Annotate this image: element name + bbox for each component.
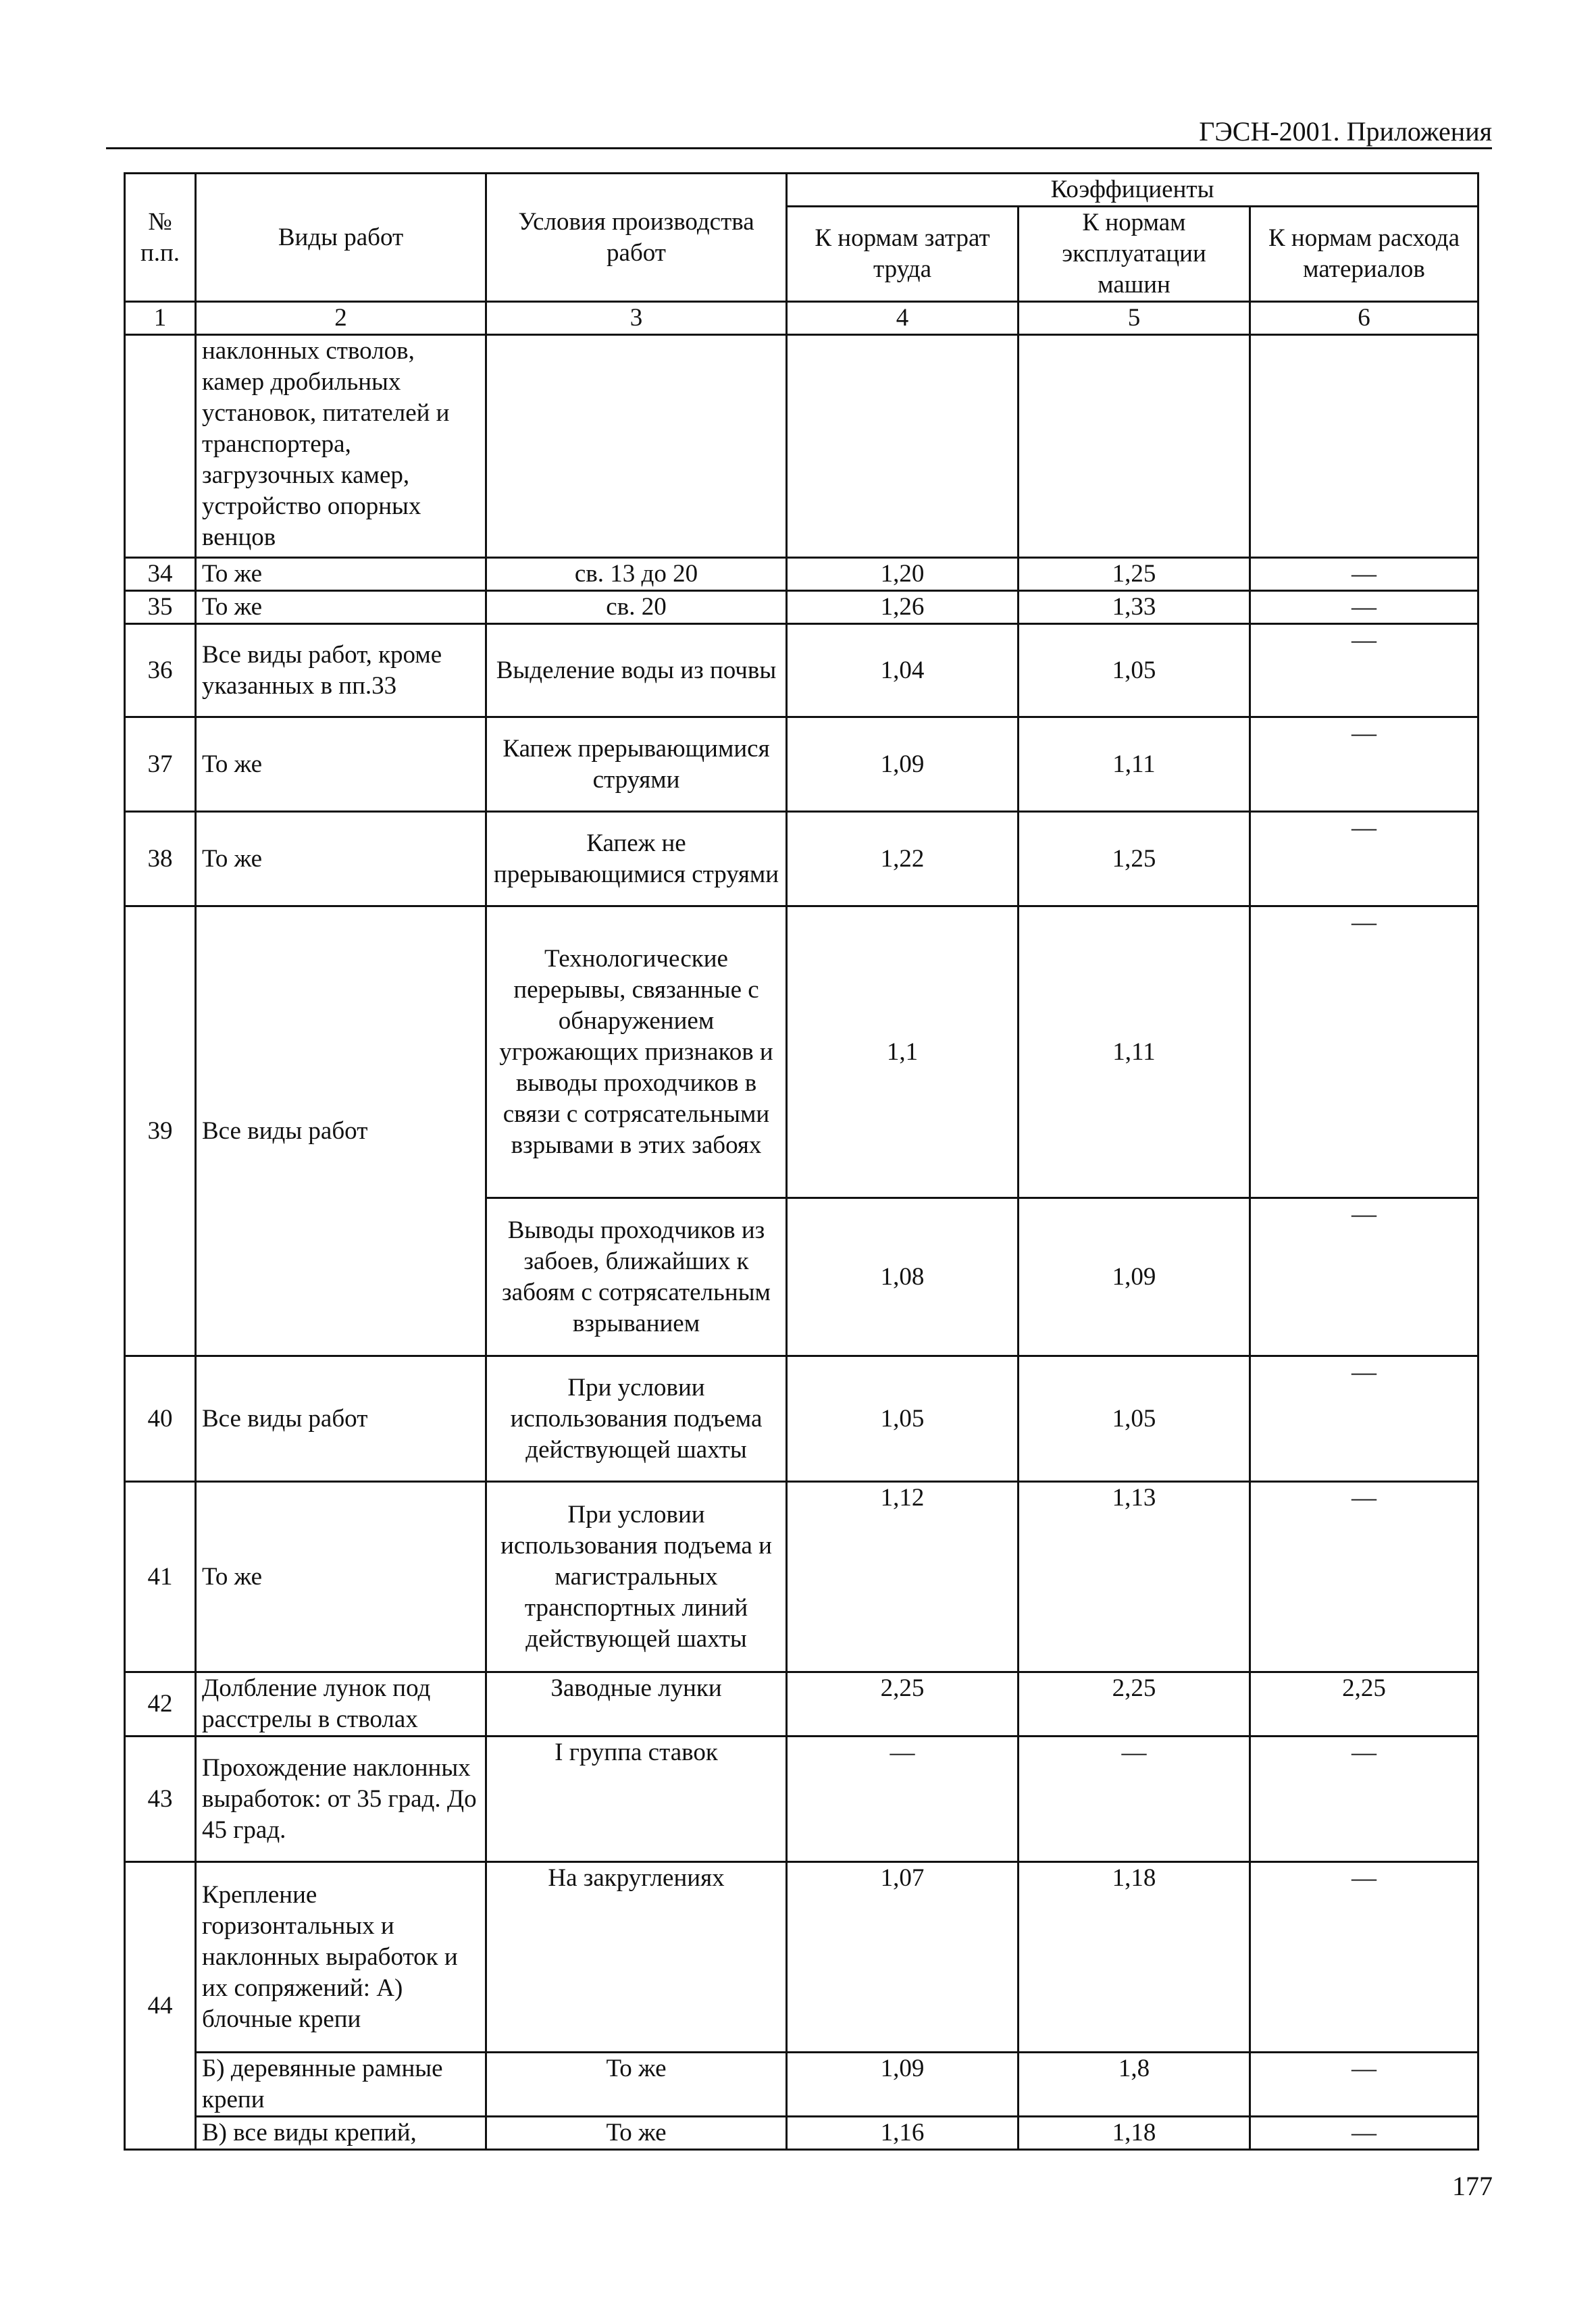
row-num: 42	[125, 1672, 196, 1737]
row-conditions: св. 20	[486, 591, 787, 624]
row-conditions: То же	[486, 2053, 787, 2117]
row-machines: 2,25	[1019, 1672, 1250, 1737]
table-row	[125, 2053, 1478, 2117]
row-materials: —	[1250, 717, 1478, 812]
row-labor: 1,20	[787, 558, 1019, 591]
row-num: 38	[125, 812, 196, 906]
row-machines: 1,18	[1019, 1862, 1250, 2053]
row-machines: 1,09	[1019, 1198, 1250, 1356]
column-number: 5	[1019, 302, 1250, 335]
row-num: 41	[125, 1482, 196, 1672]
row-machines: 1,11	[1019, 717, 1250, 812]
row-labor: 1,12	[787, 1482, 1019, 1672]
row-materials: —	[1250, 624, 1478, 717]
row-conditions: То же	[486, 2117, 787, 2150]
column-number: 2	[196, 302, 486, 335]
row-labor: 1,09	[787, 2053, 1019, 2117]
table-row	[125, 1482, 1478, 1672]
row-num: 34	[125, 558, 196, 591]
row-labor: 1,07	[787, 1862, 1019, 2053]
row-machines	[1019, 335, 1250, 558]
row-num: 37	[125, 717, 196, 812]
row-materials: —	[1250, 1198, 1478, 1356]
header-num: № п.п.	[125, 174, 196, 302]
table-row	[125, 717, 1478, 812]
row-work: Крепление горизонтальных и наклонных выработок и их сопряжений: А) блочные крепи	[196, 1862, 486, 2053]
row-work: Прохождение наклонных выработок: от 35 град. До 45 град.	[196, 1737, 486, 1862]
header-materials: К нормам расхода материалов	[1250, 207, 1478, 302]
row-conditions: Капеж прерывающимися струями	[486, 717, 787, 812]
row-materials: —	[1250, 906, 1478, 1198]
row-machines: 1,25	[1019, 812, 1250, 906]
column-number: 6	[1250, 302, 1478, 335]
row-materials: —	[1250, 1737, 1478, 1862]
row-conditions: При условии использования подъема действующей шахты	[486, 1356, 787, 1482]
row-materials: —	[1250, 591, 1478, 624]
column-number: 4	[787, 302, 1019, 335]
row-conditions: св. 13 до 20	[486, 558, 787, 591]
table-row	[125, 558, 1478, 591]
row-conditions: Выводы проходчиков из забоев, ближайших к забоям с сотрясательным взрыванием	[486, 1198, 787, 1356]
row-labor: 1,09	[787, 717, 1019, 812]
row-labor: 1,08	[787, 1198, 1019, 1356]
row-materials	[1250, 335, 1478, 558]
header-rule	[106, 147, 1492, 149]
row-labor: 1,05	[787, 1356, 1019, 1482]
row-labor: 2,25	[787, 1672, 1019, 1737]
row-materials: —	[1250, 1356, 1478, 1482]
header-row	[125, 174, 1478, 207]
page-number: 177	[1452, 2171, 1493, 2201]
row-labor: 1,16	[787, 2117, 1019, 2150]
row-num	[125, 335, 196, 558]
row-machines: 1,8	[1019, 2053, 1250, 2117]
row-materials: —	[1250, 812, 1478, 906]
row-conditions: I группа ставок	[486, 1737, 787, 1862]
row-num: 43	[125, 1737, 196, 1862]
row-work: То же	[196, 558, 486, 591]
table-row	[125, 1356, 1478, 1482]
header-coef: Коэффициенты	[787, 174, 1478, 207]
row-num: 39	[125, 906, 196, 1356]
row-labor: 1,04	[787, 624, 1019, 717]
row-work: То же	[196, 812, 486, 906]
row-machines: 1,33	[1019, 591, 1250, 624]
row-work: Долбление лунок под расстрелы в стволах	[196, 1672, 486, 1737]
table-row	[125, 2117, 1478, 2150]
row-conditions: Капеж не прерывающимися струями	[486, 812, 787, 906]
table-row	[125, 1672, 1478, 1737]
row-work: Б) деревянные рамные крепи	[196, 2053, 486, 2117]
row-conditions: Заводные лунки	[486, 1672, 787, 1737]
row-labor: 1,26	[787, 591, 1019, 624]
row-machines: 1,11	[1019, 906, 1250, 1198]
row-machines: 1,13	[1019, 1482, 1250, 1672]
row-conditions: При условии использования подъема и магистральных транспортных линий действующей шахты	[486, 1482, 787, 1672]
row-machines: 1,05	[1019, 1356, 1250, 1482]
row-work: То же	[196, 591, 486, 624]
row-num: 44	[125, 1862, 196, 2150]
table-row	[125, 1862, 1478, 2053]
running-header: ГЭСН-2001. Приложения	[1199, 116, 1492, 147]
row-conditions: Технологические перерывы, связанные с обнаружением угрожающих признаков и выводы проходчиков в связи с сотрясательными взрывами в этих забоях	[486, 906, 787, 1198]
header-machines: К нормам эксплуатации машин	[1019, 207, 1250, 302]
row-materials: —	[1250, 1862, 1478, 2053]
column-number: 1	[125, 302, 196, 335]
row-materials: —	[1250, 2053, 1478, 2117]
row-materials: —	[1250, 2117, 1478, 2150]
row-machines: —	[1019, 1737, 1250, 1862]
row-machines: 1,05	[1019, 624, 1250, 717]
row-work: Все виды работ, кроме указанных в пп.33	[196, 624, 486, 717]
header-labor: К нормам затрат труда	[787, 207, 1019, 302]
row-materials: —	[1250, 1482, 1478, 1672]
row-num: 35	[125, 591, 196, 624]
column-number-row	[125, 302, 1478, 335]
row-work: Все виды работ	[196, 906, 486, 1356]
row-machines: 1,18	[1019, 2117, 1250, 2150]
row-work: наклонных стволов, камер дробильных установок, питателей и транспортера, загрузочных камер, устройство опорных венцов	[196, 335, 486, 558]
row-labor: —	[787, 1737, 1019, 1862]
table-row	[125, 1737, 1478, 1862]
row-work: То же	[196, 1482, 486, 1672]
column-number: 3	[486, 302, 787, 335]
row-machines: 1,25	[1019, 558, 1250, 591]
row-num: 36	[125, 624, 196, 717]
row-labor	[787, 335, 1019, 558]
row-work: То же	[196, 717, 486, 812]
row-num: 40	[125, 1356, 196, 1482]
table-row	[125, 624, 1478, 717]
row-materials: 2,25	[1250, 1672, 1478, 1737]
table-row	[125, 812, 1478, 906]
row-work: В) все виды крепий,	[196, 2117, 486, 2150]
table-row	[125, 335, 1478, 558]
row-conditions: Выделение воды из почвы	[486, 624, 787, 717]
row-labor: 1,1	[787, 906, 1019, 1198]
row-conditions: На закруглениях	[486, 1862, 787, 2053]
row-conditions	[486, 335, 787, 558]
row-materials: —	[1250, 558, 1478, 591]
table-row	[125, 591, 1478, 624]
coefficients-table	[124, 172, 1479, 2151]
header-work: Виды работ	[196, 174, 486, 302]
row-labor: 1,22	[787, 812, 1019, 906]
header-conditions: Условия производства работ	[486, 174, 787, 302]
row-work: Все виды работ	[196, 1356, 486, 1482]
table-row	[125, 906, 1478, 1198]
